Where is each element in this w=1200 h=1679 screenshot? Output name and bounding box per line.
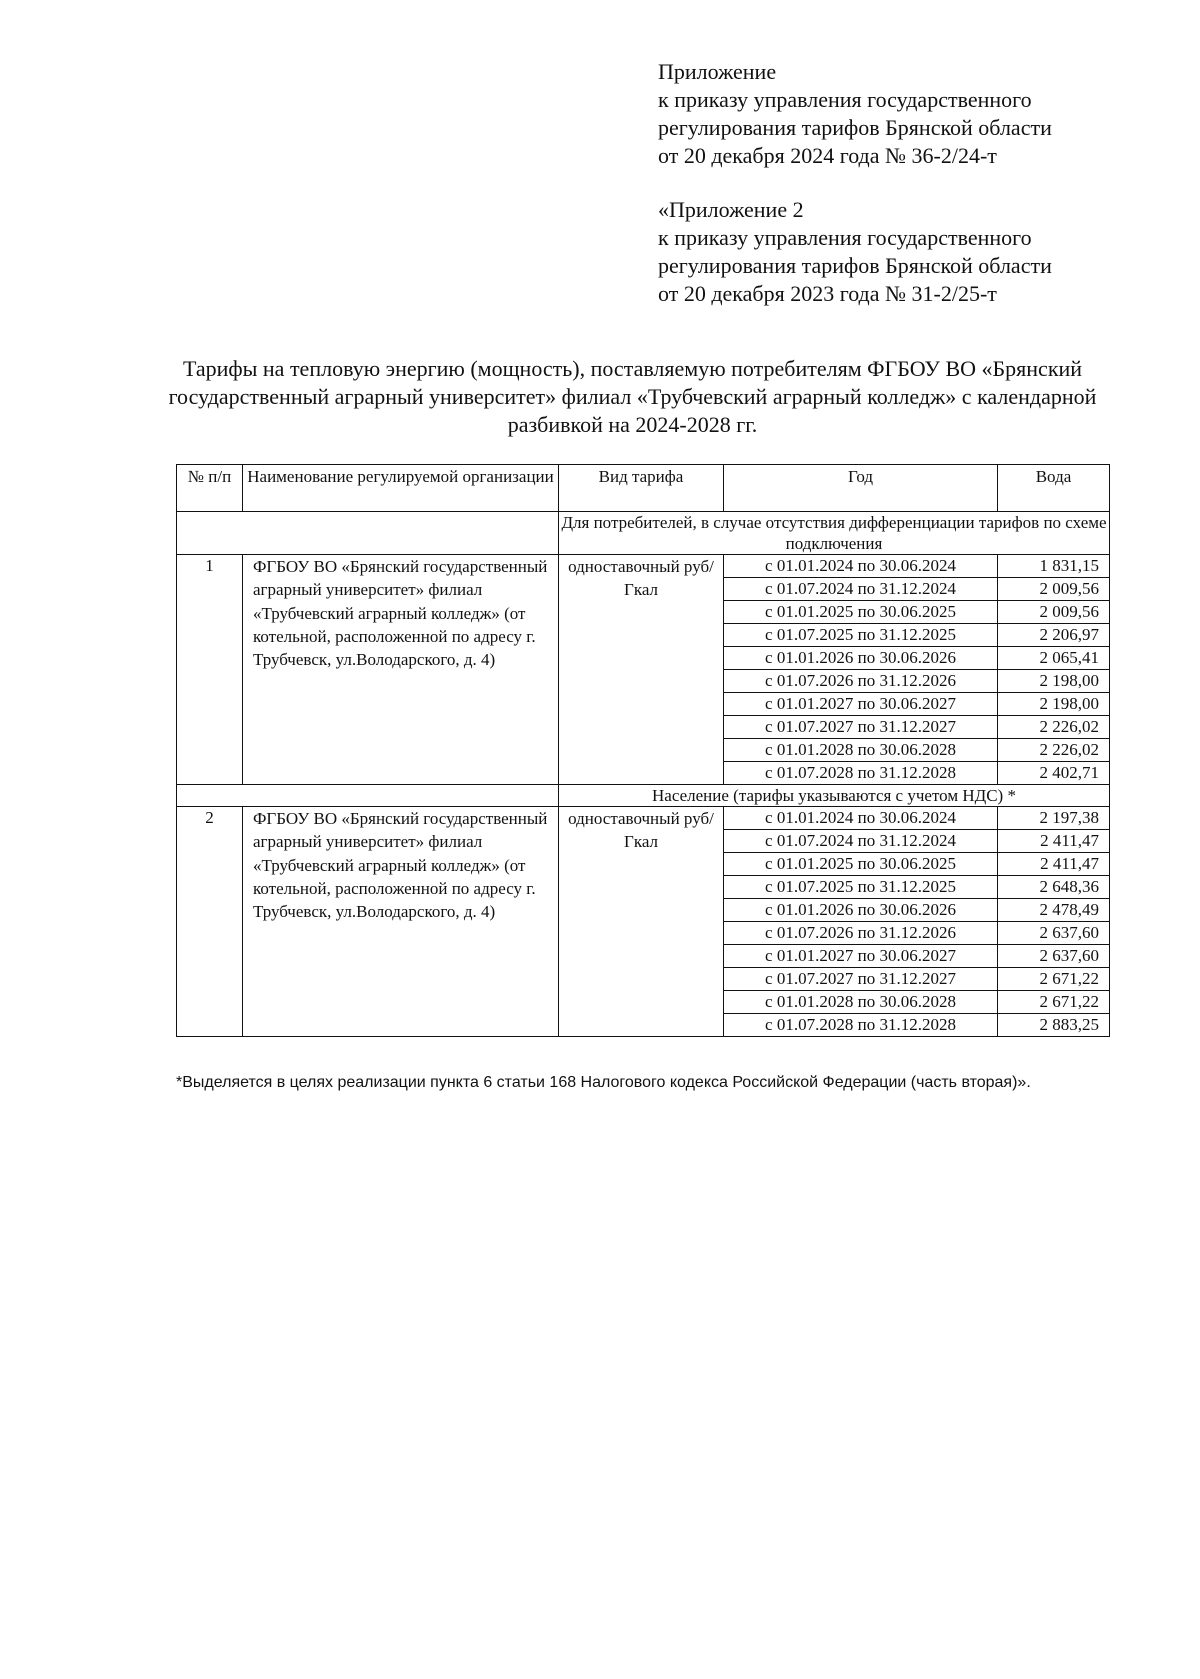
tariff-period: с 01.07.2028 по 31.12.2028 <box>724 762 998 785</box>
row-number: 2 <box>177 807 243 1037</box>
tariff-table <box>176 464 1110 1037</box>
appendix-2-header <box>658 196 1052 308</box>
tariff-period: с 01.07.2027 по 31.12.2027 <box>724 716 998 739</box>
header-num: № п/п <box>177 465 243 512</box>
tariff-value: 2 478,49 <box>998 899 1110 922</box>
tariff-value: 2 226,02 <box>998 716 1110 739</box>
header-water: Вода <box>998 465 1110 512</box>
tariff-value: 2 411,47 <box>998 853 1110 876</box>
table-row <box>177 807 1110 830</box>
tariff-type: одноставочный руб/Гкал <box>559 555 724 785</box>
tariff-value: 2 198,00 <box>998 670 1110 693</box>
tariff-value: 2 402,71 <box>998 762 1110 785</box>
appendix-line: от 20 декабря 2024 года № 36-2/24-т <box>658 143 997 168</box>
tariff-period: с 01.01.2027 по 30.06.2027 <box>724 945 998 968</box>
header-org: Наименование регулируемой организации <box>243 465 559 512</box>
tariff-value: 1 831,15 <box>998 555 1110 578</box>
tariff-value: 2 637,60 <box>998 945 1110 968</box>
tariff-period: с 01.07.2026 по 31.12.2026 <box>724 670 998 693</box>
section-blank-cell <box>177 512 559 555</box>
tariff-period: с 01.01.2026 по 30.06.2026 <box>724 899 998 922</box>
tariff-value: 2 637,60 <box>998 922 1110 945</box>
appendix-2-line: к приказу управления государственного <box>658 225 1032 250</box>
tariff-period: с 01.07.2024 по 31.12.2024 <box>724 578 998 601</box>
section-label: Население (тарифы указываются с учетом НДС) * <box>559 785 1110 807</box>
tariff-period: с 01.07.2028 по 31.12.2028 <box>724 1014 998 1037</box>
tariff-period: с 01.07.2025 по 31.12.2025 <box>724 624 998 647</box>
tariff-period: с 01.07.2027 по 31.12.2027 <box>724 968 998 991</box>
tariff-period: с 01.01.2027 по 30.06.2027 <box>724 693 998 716</box>
appendix-2-line: «Приложение 2 <box>658 197 804 222</box>
row-number: 1 <box>177 555 243 785</box>
tariff-period: с 01.01.2025 по 30.06.2025 <box>724 601 998 624</box>
tariff-period: с 01.01.2025 по 30.06.2025 <box>724 853 998 876</box>
tariff-value: 2 883,25 <box>998 1014 1110 1037</box>
tariff-period: с 01.07.2024 по 31.12.2024 <box>724 830 998 853</box>
tariff-value: 2 671,22 <box>998 991 1110 1014</box>
tariff-period: с 01.01.2024 по 30.06.2024 <box>724 555 998 578</box>
organization-name: ФГБОУ ВО «Брянский государственный аграрный университет» филиал «Трубчевский аграрный колледж» (от котельной, расположенной по адресу г. Трубчевск, ул.Володарского, д. 4) <box>243 555 559 785</box>
tariff-period: с 01.01.2026 по 30.06.2026 <box>724 647 998 670</box>
tariff-value: 2 671,22 <box>998 968 1110 991</box>
tariff-period: с 01.01.2028 по 30.06.2028 <box>724 739 998 762</box>
tariff-value: 2 411,47 <box>998 830 1110 853</box>
section-row <box>177 512 1110 555</box>
tariff-value: 2 648,36 <box>998 876 1110 899</box>
appendix-2-line: регулирования тарифов Брянской области <box>658 253 1052 278</box>
appendix-line: к приказу управления государственного <box>658 87 1032 112</box>
document-title: Тарифы на тепловую энергию (мощность), поставляемую потребителям ФГБОУ ВО «Брянский государственный аграрный университет» филиал «Трубчевский аграрный колледж» с календарной разбивкой на 2024-2028 гг. <box>168 356 1097 437</box>
appendix-header <box>658 58 1052 170</box>
footnote: *Выделяется в целях реализации пункта 6 статьи 168 Налогового кодекса Российской Федерации (часть вторая)». <box>176 1074 1031 1091</box>
section-row <box>177 785 1110 807</box>
header-year: Год <box>724 465 998 512</box>
tariff-value: 2 226,02 <box>998 739 1110 762</box>
table-header-row <box>177 465 1110 512</box>
tariff-value: 2 198,00 <box>998 693 1110 716</box>
appendix-2-line: от 20 декабря 2023 года № 31-2/25-т <box>658 281 997 306</box>
table-row <box>177 555 1110 578</box>
organization-name: ФГБОУ ВО «Брянский государственный аграрный университет» филиал «Трубчевский аграрный колледж» (от котельной, расположенной по адресу г. Трубчевск, ул.Володарского, д. 4) <box>243 807 559 1037</box>
tariff-period: с 01.07.2025 по 31.12.2025 <box>724 876 998 899</box>
section-blank-cell <box>177 785 559 807</box>
tariff-value: 2 009,56 <box>998 601 1110 624</box>
tariff-value: 2 197,38 <box>998 807 1110 830</box>
tariff-value: 2 206,97 <box>998 624 1110 647</box>
header-type: Вид тарифа <box>559 465 724 512</box>
tariff-type: одноставочный руб/Гкал <box>559 807 724 1037</box>
tariff-period: с 01.01.2028 по 30.06.2028 <box>724 991 998 1014</box>
tariff-value: 2 065,41 <box>998 647 1110 670</box>
tariff-period: с 01.07.2026 по 31.12.2026 <box>724 922 998 945</box>
tariff-value: 2 009,56 <box>998 578 1110 601</box>
appendix-line: Приложение <box>658 59 777 84</box>
section-label: Для потребителей, в случае отсутствия дифференциации тарифов по схеме подключения <box>559 512 1110 555</box>
appendix-line: регулирования тарифов Брянской области <box>658 115 1052 140</box>
tariff-period: с 01.01.2024 по 30.06.2024 <box>724 807 998 830</box>
